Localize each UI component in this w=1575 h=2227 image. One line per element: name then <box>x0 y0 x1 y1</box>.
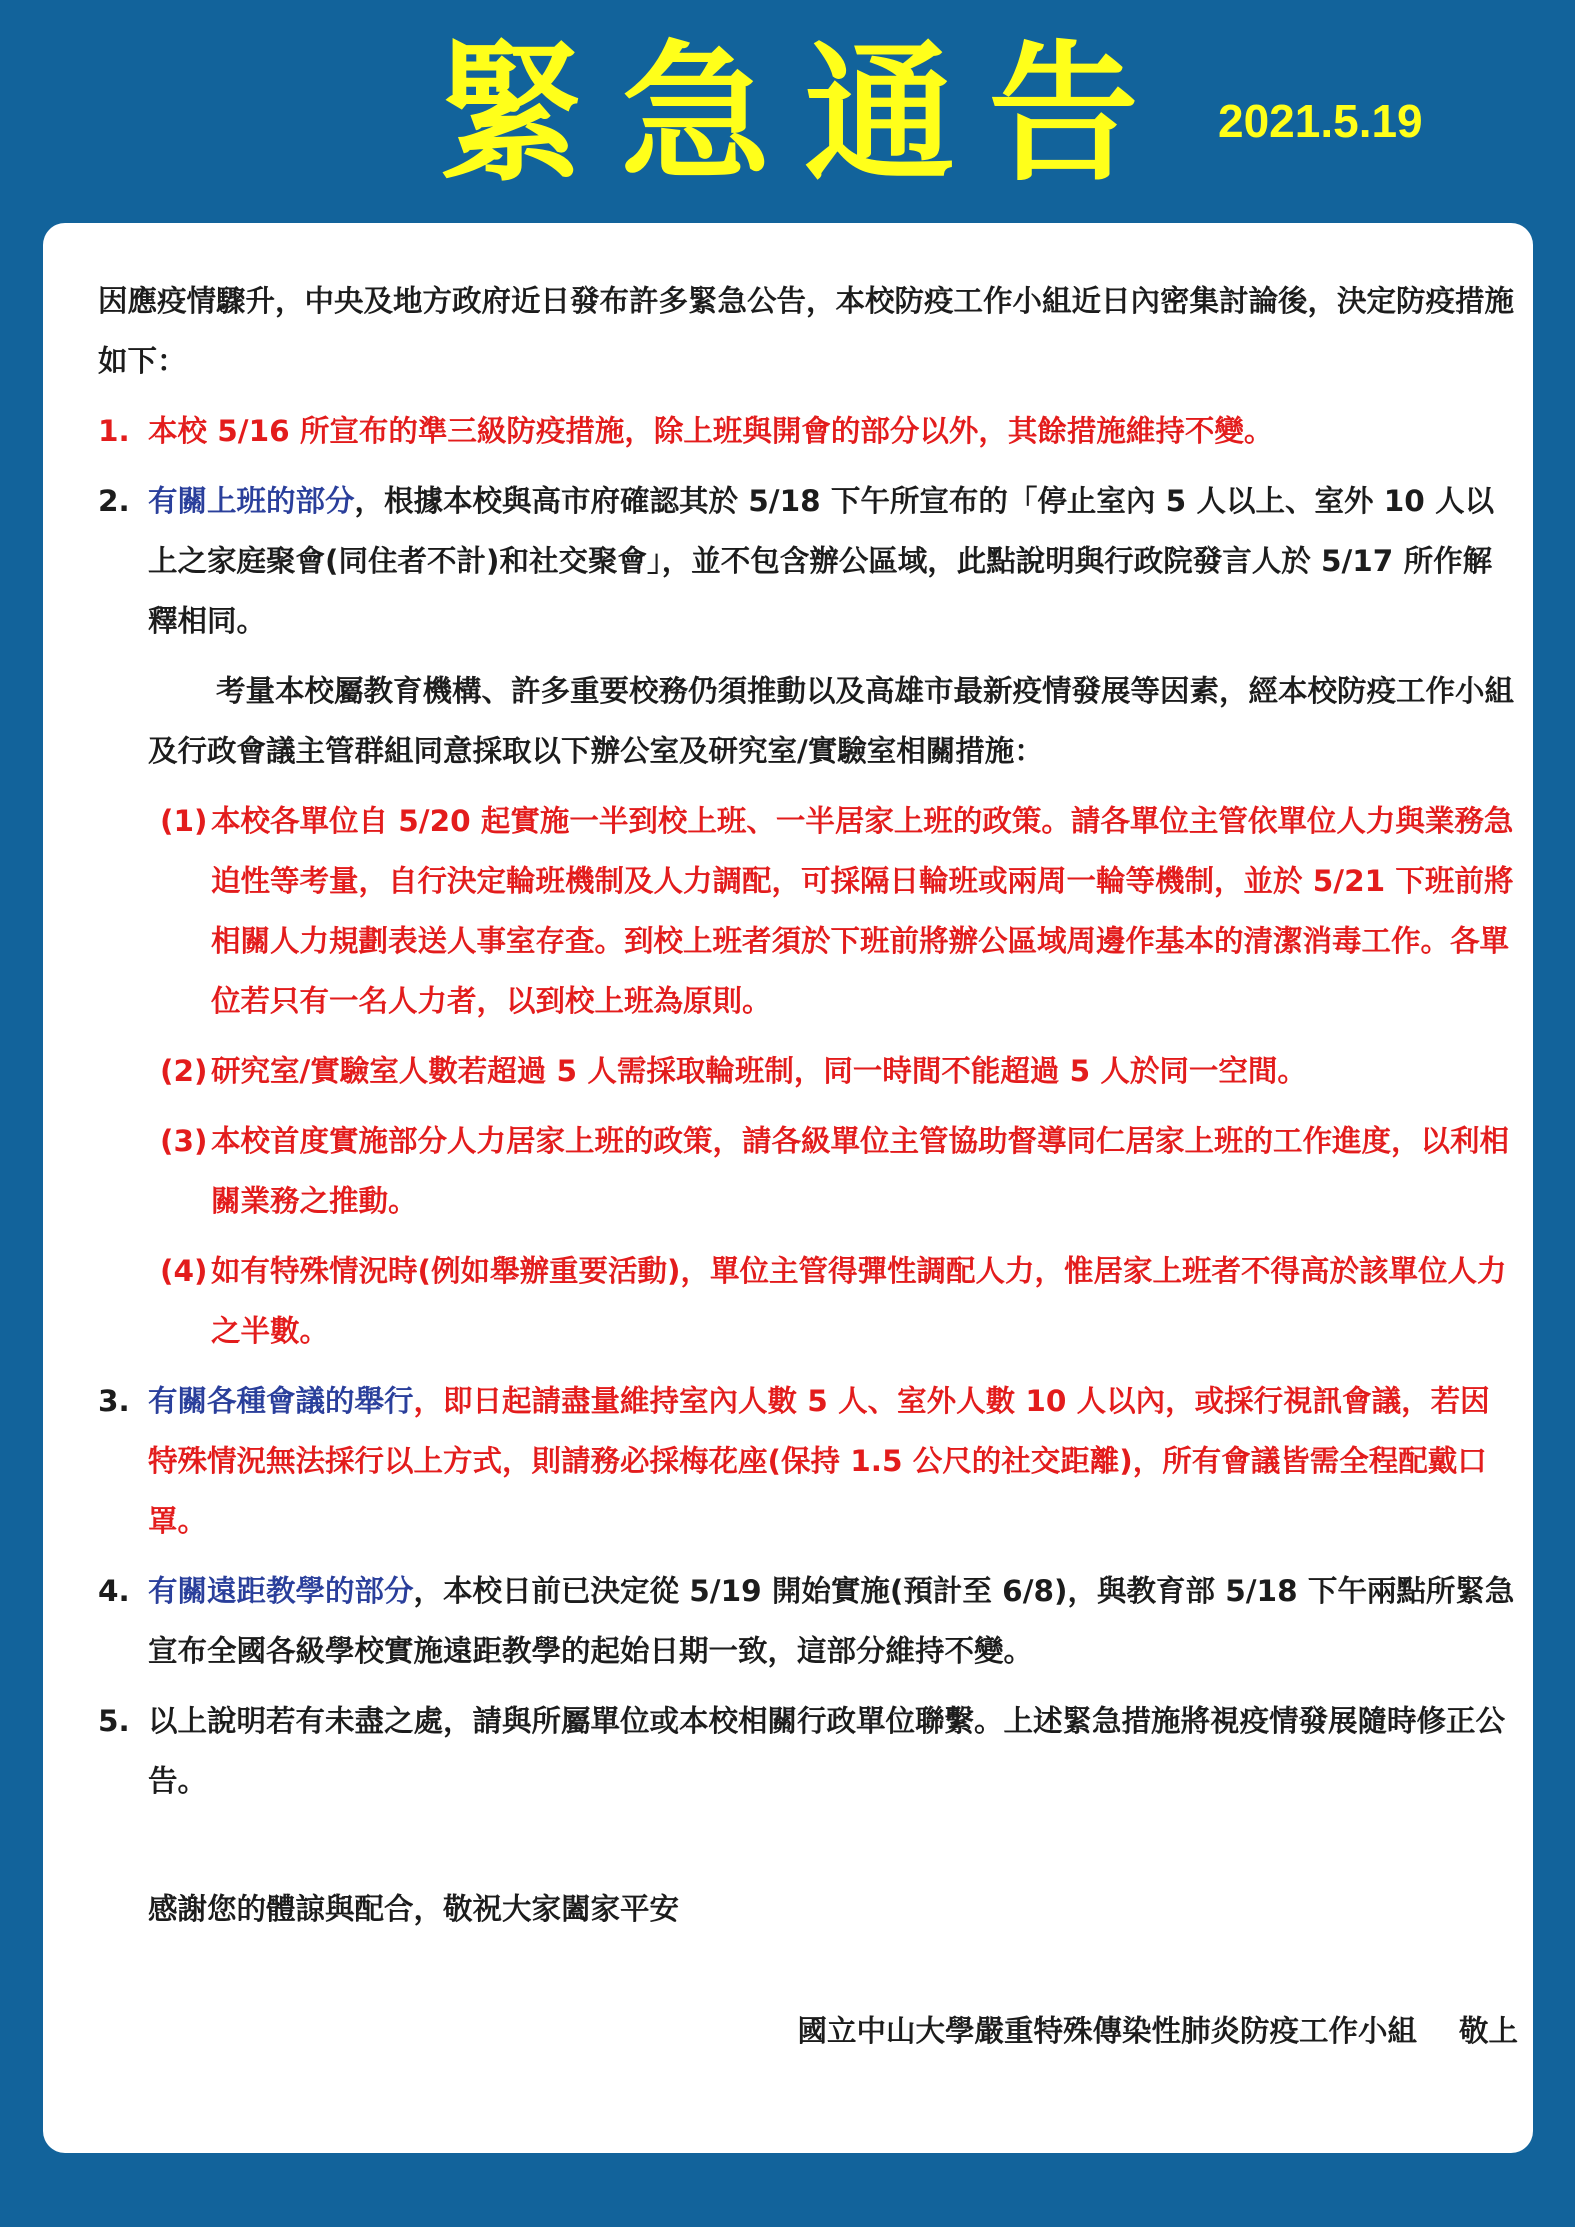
item-4-highlight: 有關遠距教學的部分 <box>148 1574 414 1608</box>
item-3-highlight: 有關各種會議的舉行 <box>148 1384 414 1418</box>
sub-item-2 <box>98 1041 1518 1101</box>
item-2 <box>98 471 1518 651</box>
sub-item-1-number: (1) <box>160 804 208 838</box>
sub-item-3 <box>98 1111 1518 1231</box>
sub-item-3-text: 本校首度實施部分人力居家上班的政策，請各級單位主管協助督導同仁居家上班的工作進度，以利相關業務之推動。 <box>211 1124 1510 1218</box>
item-5 <box>98 1691 1518 1811</box>
sub-item-2-text: 研究室/實驗室人數若超過 5 人需採取輪班制，同一時間不能超過 5 人於同一空間。 <box>211 1054 1307 1088</box>
item-3-number: 3. <box>98 1384 130 1418</box>
item-3-text: ，即日起請盡量維持室內人數 5 人、室外人數 10 人以內，或採行視訊會議，若因特殊情況無法採行以上方式，則請務必採梅花座(保持 1.5 公尺的社交距離)，所有會議皆需全程配戴口罩。 <box>148 1384 1490 1538</box>
item-2-text: ，根據本校與高市府確認其於 5/18 下午所宣布的「停止室內 5 人以上、室外 10 人以上之家庭聚會(同住者不計)和社交聚會」，並不包含辦公區域，此點說明與行政院發言人於 5/17 所作解釋相同。 <box>148 484 1495 638</box>
item-2-number: 2. <box>98 484 130 518</box>
item-4 <box>98 1561 1518 1681</box>
sub-item-2-number: (2) <box>160 1054 208 1088</box>
item-1-text: 本校 5/16 所宣布的準三級防疫措施，除上班與開會的部分以外，其餘措施維持不變。 <box>148 414 1274 448</box>
sub-item-4-number: (4) <box>160 1254 208 1288</box>
notice-date: 2021.5.19 <box>1218 95 1423 147</box>
signature-org: 國立中山大學嚴重特殊傳染性肺炎防疫工作小組 <box>797 2014 1417 2048</box>
item-4-text: ，本校日前已決定從 5/19 開始實施(預計至 6/8)，與教育部 5/18 下午兩點所緊急宣布全國各級學校實施遠距教學的起始日期一致，這部分維持不變。 <box>148 1574 1515 1668</box>
sub-item-1 <box>98 791 1518 1031</box>
sub-item-4-text: 如有特殊情況時(例如舉辦重要活動)，單位主管得彈性調配人力，惟居家上班者不得高於該單位人力之半數。 <box>211 1254 1507 1348</box>
notice-title: 緊急通告 <box>436 28 1173 202</box>
signature-regards: 敬上 <box>1458 2014 1518 2048</box>
item-1 <box>98 401 1518 461</box>
thanks-line: 感謝您的體諒與配合，敬祝大家闔家平安 <box>148 1892 680 1926</box>
sub-item-3-number: (3) <box>160 1124 208 1158</box>
item-3 <box>98 1371 1518 1551</box>
sub-item-1-text: 本校各單位自 5/20 起實施一半到校上班、一半居家上班的政策。請各單位主管依單位人力與業務急迫性等考量，自行決定輪班機制及人力調配，可採隔日輪班或兩周一輪等機制，並於 5/21 下班前將相關人力規劃表送人事室存查。到校上班者須於下班前將辦公區域周邊作基本的清潔消毒工作。各單位若只有一名人力者，以到校上班為原則。 <box>211 804 1514 1018</box>
item-2-paragraph: 考量本校屬教育機構、許多重要校務仍須推動以及高雄市最新疫情發展等因素，經本校防疫工作小組及行政會議主管群組同意採取以下辦公室及研究室/實驗室相關措施： <box>148 674 1515 768</box>
item-5-number: 5. <box>98 1704 130 1738</box>
item-1-number: 1. <box>98 414 130 448</box>
signature <box>98 2001 1518 2061</box>
notice-content <box>98 271 1518 2061</box>
notice-panel <box>43 223 1533 2153</box>
intro-paragraph: 因應疫情驟升，中央及地方政府近日發布許多緊急公告，本校防疫工作小組近日內密集討論後，決定防疫措施如下： <box>98 284 1515 378</box>
sub-item-4 <box>98 1241 1518 1361</box>
item-4-number: 4. <box>98 1574 130 1608</box>
item-5-text: 以上說明若有未盡之處，請與所屬單位或本校相關行政單位聯繫。上述緊急措施將視疫情發展隨時修正公告。 <box>148 1704 1506 1798</box>
item-2-highlight: 有關上班的部分 <box>148 484 355 518</box>
